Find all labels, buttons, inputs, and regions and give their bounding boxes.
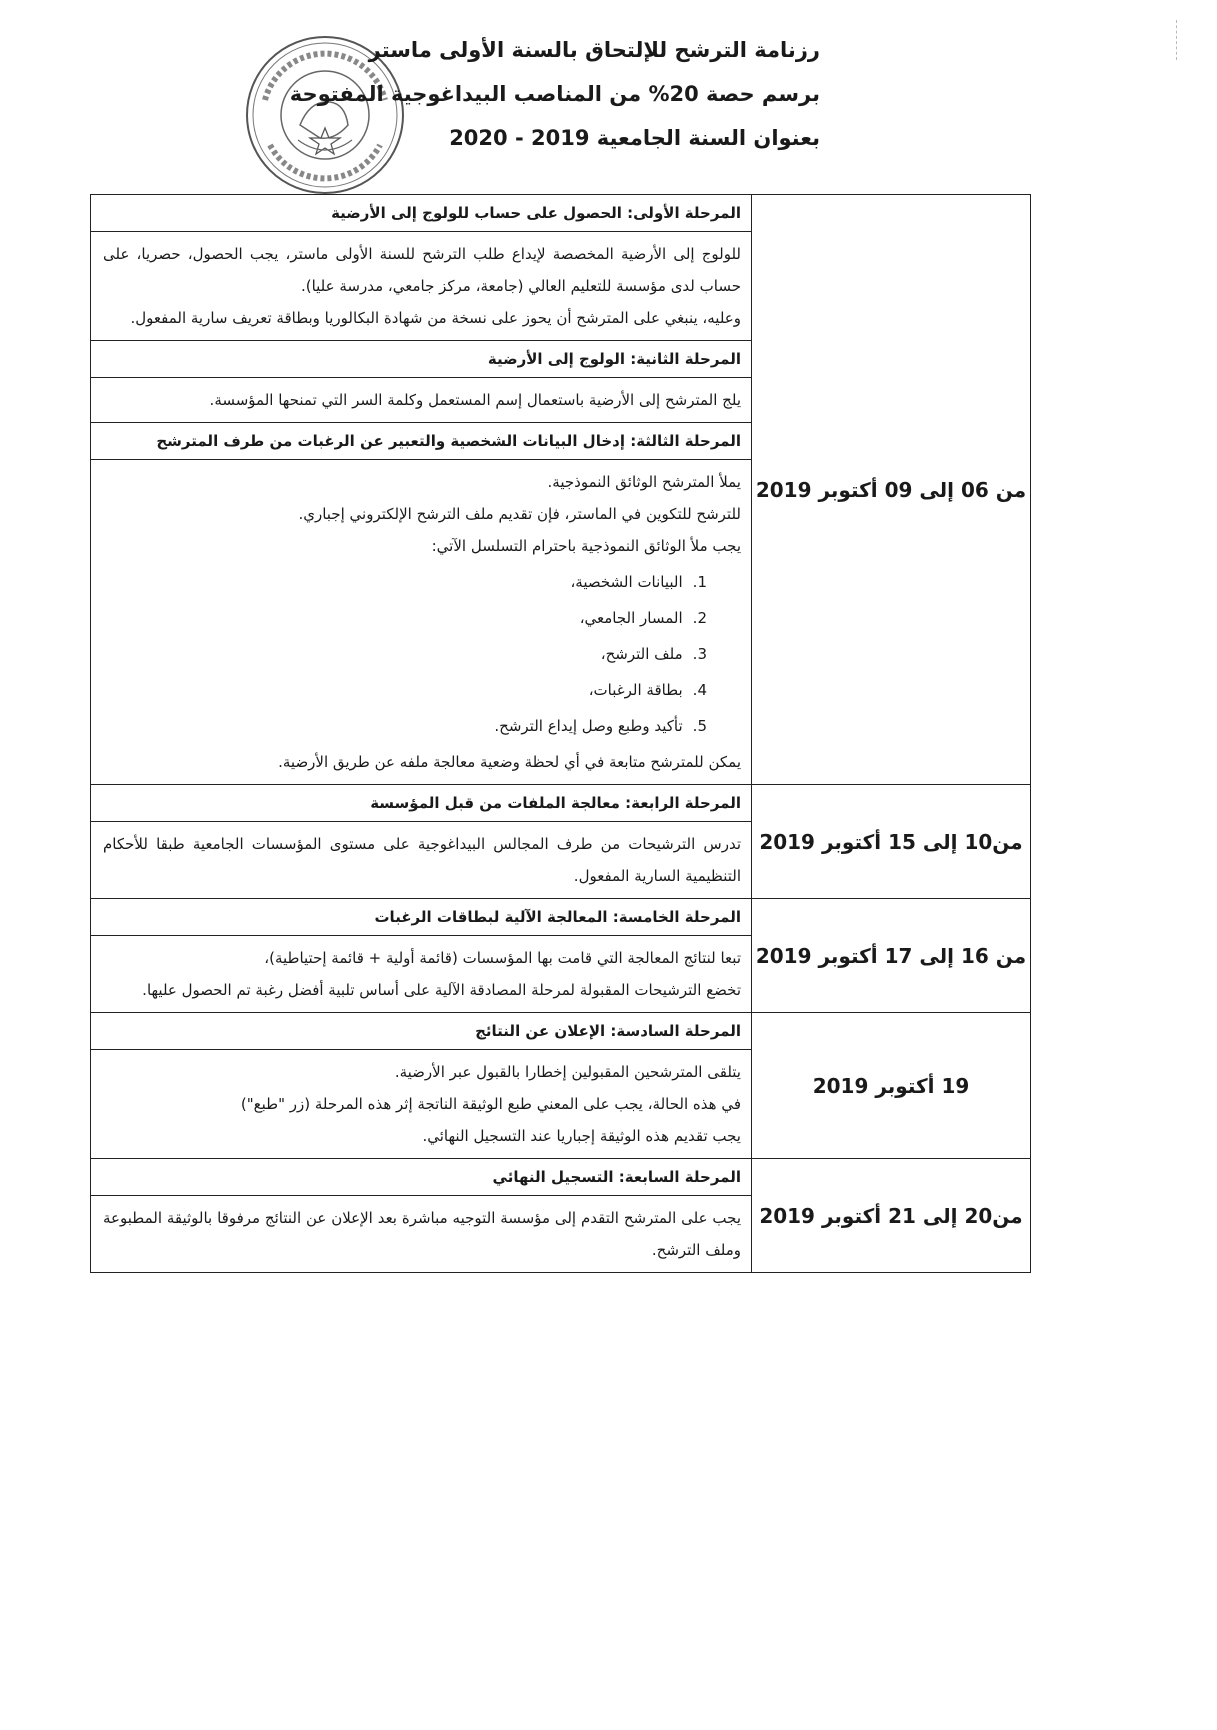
- stage-title: المرحلة الثالثة: إدخال البيانات الشخصية والتعبير عن الرغبات من طرف المترشح: [91, 423, 751, 460]
- stage-body: [91, 936, 751, 1012]
- list-item: [103, 600, 707, 636]
- steps-list: [103, 564, 741, 744]
- stage-body: [91, 378, 751, 423]
- list-item-number: 5.: [692, 717, 707, 735]
- stage-paragraph: تدرس الترشيحات من طرف المجالس البيداغوجية على مستوى المؤسسات الجامعية طبقا للأحكام التنظيمية السارية المفعول.: [103, 835, 741, 885]
- calendar-row: [91, 899, 1031, 1013]
- calendar-row: [91, 1159, 1031, 1273]
- header-title: رزنامة الترشح للإلتحاق بالسنة الأولى ماستر: [368, 38, 820, 62]
- stage-paragraph: يجب ملأ الوثائق النموذجية باحترام التسلسل الآتي:: [431, 537, 741, 555]
- stage-paragraph: تبعا لنتائج المعالجة التي قامت بها المؤسسات (قائمة أولية + قائمة إحتياطية)،: [264, 949, 741, 967]
- list-item: [103, 672, 707, 708]
- stage-title: المرحلة الثانية: الولوج إلى الأرضية: [91, 341, 751, 378]
- stage-title: المرحلة السادسة: الإعلان عن النتائج: [91, 1013, 751, 1050]
- stages-cell: [91, 1013, 752, 1159]
- stage-body: [91, 232, 751, 341]
- stage-title: المرحلة السابعة: التسجيل النهائي: [91, 1159, 751, 1196]
- stage-date: من 16 إلى 17 أكتوبر 2019: [752, 899, 1031, 1013]
- stage-date: من20 إلى 21 أكتوبر 2019: [752, 1159, 1031, 1273]
- list-item-number: 2.: [692, 609, 707, 627]
- stage-title: المرحلة الرابعة: معالجة الملفات من قبل المؤسسة: [91, 785, 751, 822]
- stage-body: [91, 822, 751, 898]
- list-item: [103, 636, 707, 672]
- list-item-text: البيانات الشخصية،: [570, 573, 683, 591]
- stage-paragraph: تخضع الترشيحات المقبولة لمرحلة المصادقة الآلية على أساس تلبية أفضل رغبة تم الحصول عليها.: [142, 981, 741, 999]
- list-item-text: المسار الجامعي،: [579, 609, 683, 627]
- list-item: [103, 708, 707, 744]
- document-header: [289, 28, 820, 160]
- stages-cell: [91, 899, 752, 1013]
- stage-title: المرحلة الأولى: الحصول على حساب للولوج إلى الأرضية: [91, 195, 751, 232]
- list-item-number: 1.: [692, 573, 707, 591]
- stage-date: من10 إلى 15 أكتوبر 2019: [752, 785, 1031, 899]
- calendar-row: [91, 195, 1031, 785]
- calendar-row: [91, 1013, 1031, 1159]
- stage-paragraph: يملأ المترشح الوثائق النموذجية.: [547, 473, 741, 491]
- header-academic-year: بعنوان السنة الجامعية 2019 - 2020: [449, 126, 820, 150]
- stages-cell: [91, 785, 752, 899]
- stage-paragraph: يجب على المترشح التقدم إلى مؤسسة التوجيه مباشرة بعد الإعلان عن النتائج مرفوقا بالوثيقة المطبوعة وملف الترشح.: [103, 1209, 741, 1259]
- list-item-text: ملف الترشح،: [600, 645, 683, 663]
- stage-paragraph: في هذه الحالة، يجب على المعني طبع الوثيقة الناتجة إثر هذه المرحلة (زر "طبع"): [240, 1095, 741, 1113]
- stage-paragraph: يتلقى المترشحين المقبولين إخطارا بالقبول عبر الأرضية.: [394, 1063, 741, 1081]
- stage-date: 19 أكتوبر 2019: [752, 1013, 1031, 1159]
- list-item-number: 3.: [692, 645, 707, 663]
- stage-paragraph: يلج المترشح إلى الأرضية باستعمال إسم المستعمل وكلمة السر التي تمنحها المؤسسة.: [209, 391, 741, 409]
- stage-paragraph: وعليه، ينبغي على المترشح أن يحوز على نسخة من شهادة البكالوريا وبطاقة تعريف سارية المفعول.: [130, 309, 741, 327]
- list-item-text: تأكيد وطبع وصل إيداع الترشح.: [494, 717, 683, 735]
- stage-title: المرحلة الخامسة: المعالجة الآلية لبطاقات الرغبات: [91, 899, 751, 936]
- calendar-table: [90, 194, 1031, 1273]
- stages-cell: [91, 1159, 752, 1273]
- list-item-text: بطاقة الرغبات،: [588, 681, 683, 699]
- list-item-number: 4.: [692, 681, 707, 699]
- scan-edge-mark: [1160, 20, 1177, 60]
- stage-body: [91, 1050, 751, 1158]
- header-subtitle: برسم حصة 20% من المناصب البيداغوجية المفتوحة: [289, 82, 820, 106]
- stage-date: من 06 إلى 09 أكتوبر 2019: [752, 195, 1031, 785]
- stage-paragraph: للولوج إلى الأرضية المخصصة لإيداع طلب الترشح للسنة الأولى ماستر، يجب الحصول، حصريا، على حساب لدى مؤسسة للتعليم العالي (جامعة، مركز جامعي، مدرسة عليا).: [103, 245, 741, 295]
- stage-note: يمكن للمترشح متابعة في أي لحظة وضعية معالجة ملفه عن طريق الأرضية.: [278, 753, 741, 771]
- stage-body: [91, 460, 751, 784]
- list-item: [103, 564, 707, 600]
- calendar-row: [91, 785, 1031, 899]
- stages-cell: [91, 195, 752, 785]
- stage-body: [91, 1196, 751, 1272]
- stage-paragraph: للترشح للتكوين في الماستر، فإن تقديم ملف الترشح الإلكتروني إجباري.: [298, 505, 741, 523]
- stage-paragraph: يجب تقديم هذه الوثيقة إجباريا عند التسجيل النهائي.: [422, 1127, 741, 1145]
